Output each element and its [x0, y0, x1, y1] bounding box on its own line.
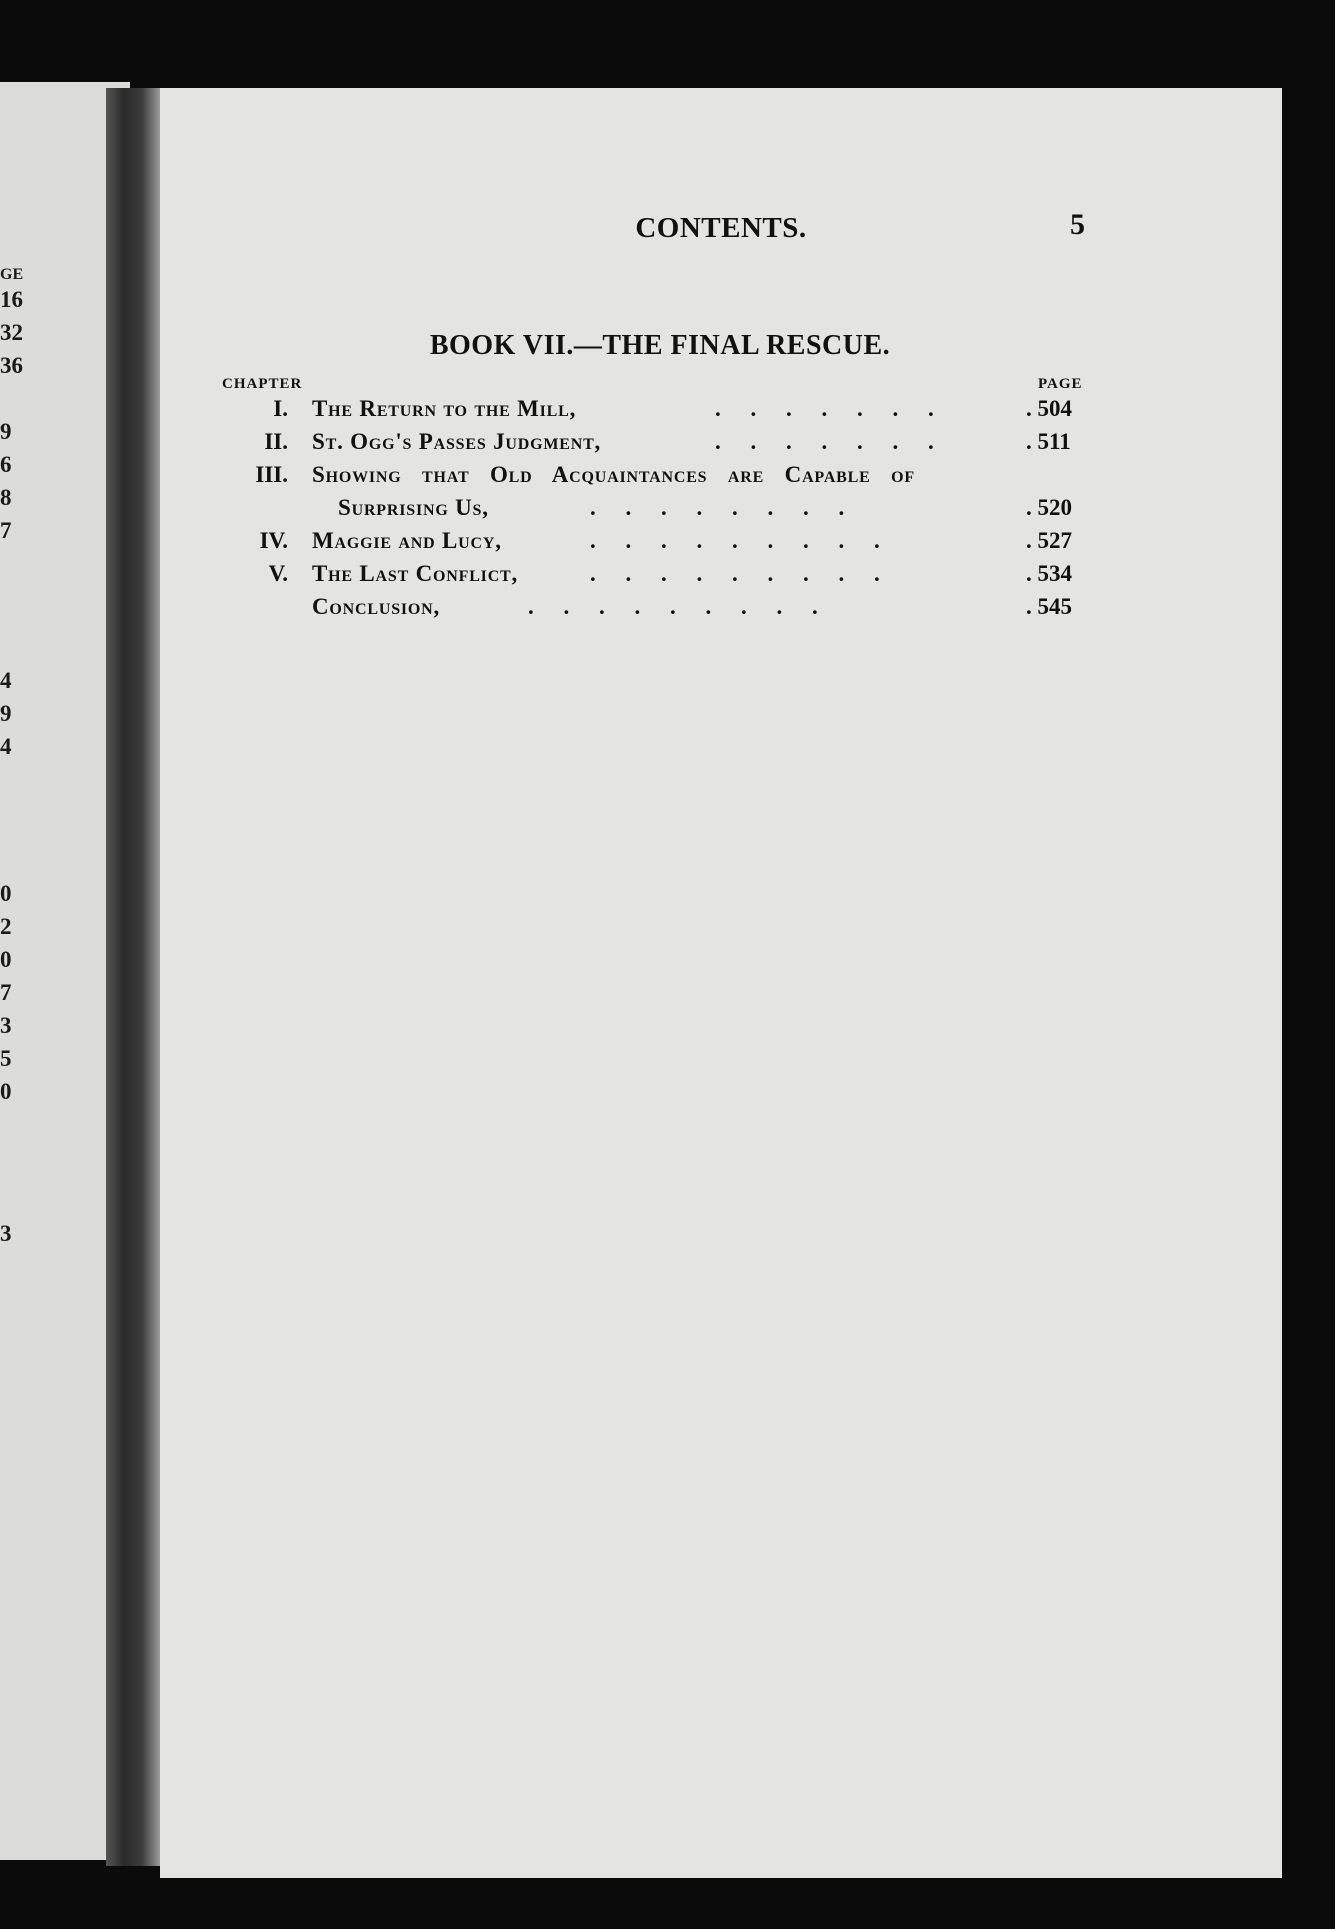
facing-page-fragment: 0: [0, 1079, 12, 1104]
facing-page-fragment: 36: [0, 353, 23, 378]
chapter-column-header: CHAPTER: [222, 376, 303, 392]
dot-leader: . . . . . . . . .: [528, 594, 818, 619]
facing-page-fragment: 16: [0, 287, 23, 312]
chapter-title: Conclusion,: [312, 594, 441, 619]
toc-entry: [160, 426, 1282, 458]
dot-leader: . . . . . . . . .: [590, 561, 880, 586]
chapter-numeral: V.: [268, 561, 288, 586]
facing-page-fragment: GE: [0, 266, 24, 283]
toc-entry: [160, 459, 1282, 491]
facing-page-fragment: 3: [0, 1221, 12, 1246]
dot-leader: . . . . . . . .: [590, 495, 845, 520]
chapter-title: Showing that Old Acquaintances are Capable of: [312, 462, 915, 487]
dot-leader: . . . . . . .: [715, 396, 934, 421]
chapter-numeral: III.: [255, 462, 288, 487]
facing-page-fragment: 0: [0, 947, 12, 972]
dot-leader: . . . . . . .: [715, 429, 934, 454]
book-gutter: [106, 88, 166, 1866]
chapter-numeral: IV.: [259, 528, 288, 553]
page-ref: . 534: [1026, 561, 1072, 586]
toc-entry: [160, 393, 1282, 425]
facing-page-fragment: 0: [0, 881, 12, 906]
facing-page-fragment: 8: [0, 485, 12, 510]
facing-page-fragment: 9: [0, 701, 12, 726]
toc-entry-continuation: [160, 492, 1282, 524]
chapter-title: St. Ogg's Passes Judgment,: [312, 429, 602, 454]
facing-page-fragment: 2: [0, 914, 12, 939]
contents-page: [160, 88, 1282, 1878]
page-ref: . 520: [1026, 495, 1072, 520]
page-ref: . 504: [1026, 396, 1072, 421]
facing-page-fragment: 5: [0, 1046, 12, 1071]
facing-page-fragment: 32: [0, 320, 23, 345]
facing-page-fragment: 4: [0, 734, 12, 759]
page-ref: . 545: [1026, 594, 1072, 619]
chapter-numeral: II.: [264, 429, 288, 454]
facing-page-fragment: 6: [0, 452, 12, 477]
facing-page-fragment: 9: [0, 419, 12, 444]
dot-leader: . . . . . . . . .: [590, 528, 880, 553]
page-column-header: PAGE: [1038, 376, 1083, 392]
facing-page-fragment: 4: [0, 668, 12, 693]
chapter-title: Maggie and Lucy,: [312, 528, 502, 553]
toc-entry: [160, 591, 1282, 623]
toc-entry: [160, 558, 1282, 590]
page-number: 5: [1070, 208, 1085, 241]
chapter-title-continued: Surprising Us,: [338, 495, 489, 520]
chapter-title: The Return to the Mill,: [312, 396, 577, 421]
toc-entry: [160, 525, 1282, 557]
chapter-numeral: I.: [273, 396, 288, 421]
running-head: CONTENTS.: [635, 212, 807, 244]
facing-page-fragment: 3: [0, 1013, 12, 1038]
facing-page-fragment: 7: [0, 518, 12, 543]
facing-page-fragment: 7: [0, 980, 12, 1005]
page-ref: . 527: [1026, 528, 1072, 553]
book-title: BOOK VII.—THE FINAL RESCUE.: [429, 330, 891, 361]
page-ref: . 511: [1026, 429, 1071, 454]
chapter-title: The Last Conflict,: [312, 561, 519, 586]
